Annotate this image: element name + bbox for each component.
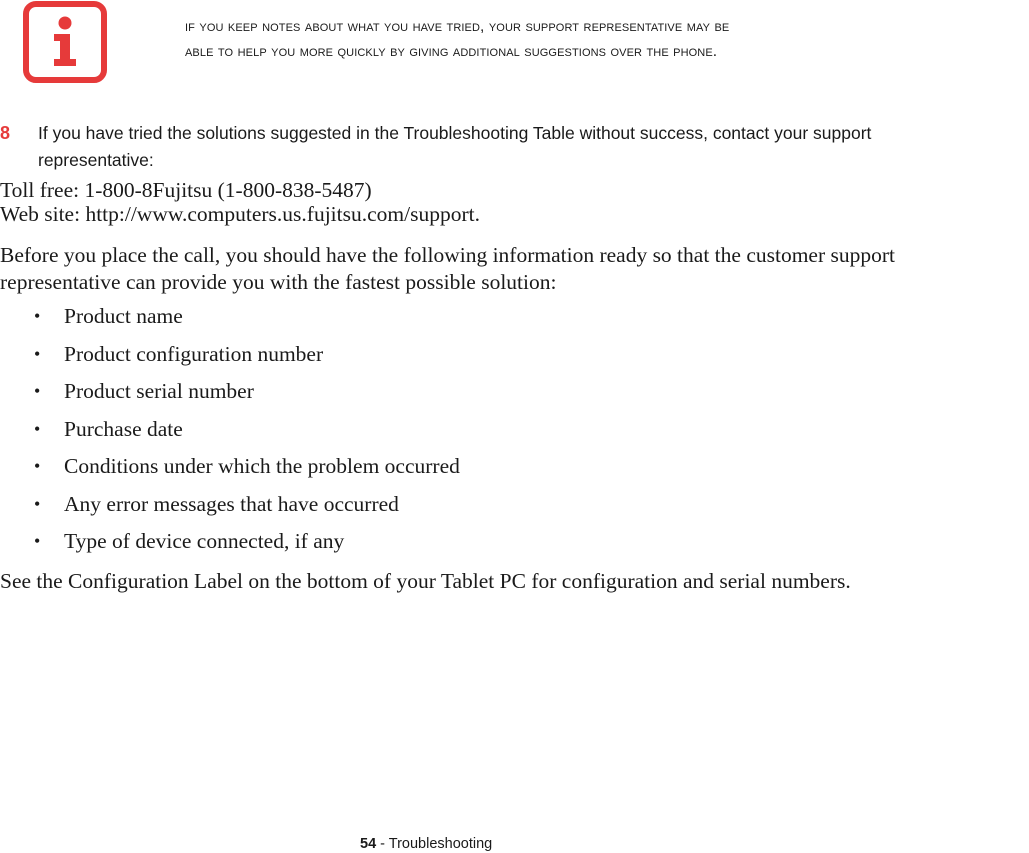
page-footer xyxy=(360,835,492,853)
step-text-line: If you have tried the solutions suggested in the Troubleshooting Table without success, contact your support xyxy=(38,123,872,143)
support-web-site: Web site: http://www.computers.us.fujitsu.com/support. xyxy=(0,202,480,226)
contact-info xyxy=(0,178,480,226)
intro-paragraph xyxy=(0,242,895,296)
bullet-icon: • xyxy=(34,418,41,439)
bullet-icon: • xyxy=(34,493,41,514)
page-number: 54 xyxy=(360,836,377,852)
closing-paragraph: See the Configuration Label on the bottom of your Tablet PC for configuration and serial numbers. xyxy=(0,569,851,593)
step-number: 8 xyxy=(0,123,11,143)
list-item-text: Conditions under which the problem occurred xyxy=(64,454,460,478)
step-text xyxy=(38,120,1029,174)
info-icon xyxy=(23,1,107,83)
bullet-icon: • xyxy=(34,456,41,476)
note-line: able to help you more quickly by giving additional suggestions over the phone. xyxy=(185,43,718,60)
intro-line: representative can provide you with the fastest possible solution: xyxy=(0,270,557,294)
list-item-text: Purchase date xyxy=(64,416,183,441)
list-item-text: Product serial number xyxy=(64,379,254,403)
bullet-icon: • xyxy=(34,531,41,551)
bullet-icon: • xyxy=(34,343,41,364)
list-item-text: Product name xyxy=(64,304,183,328)
support-note xyxy=(185,14,1005,64)
list-item-text: Type of device connected, if any xyxy=(64,529,345,553)
note-line: if you keep notes about what you have tried, your support representative may be xyxy=(185,18,730,35)
list-item-text: Product configuration number xyxy=(64,341,324,366)
list-item-text: Any error messages that have occurred xyxy=(64,491,399,516)
step-text-line: representative: xyxy=(38,150,154,170)
footer-separator: - xyxy=(376,836,389,852)
footer-section: Troubleshooting xyxy=(388,836,493,852)
intro-line: Before you place the call, you should have the following information ready so that the customer support xyxy=(0,243,896,267)
toll-free-number: Toll free: 1-800-8Fujitsu (1-800-838-5487) xyxy=(0,178,372,202)
bullet-icon: • xyxy=(34,381,41,401)
bullet-icon: • xyxy=(34,306,41,326)
